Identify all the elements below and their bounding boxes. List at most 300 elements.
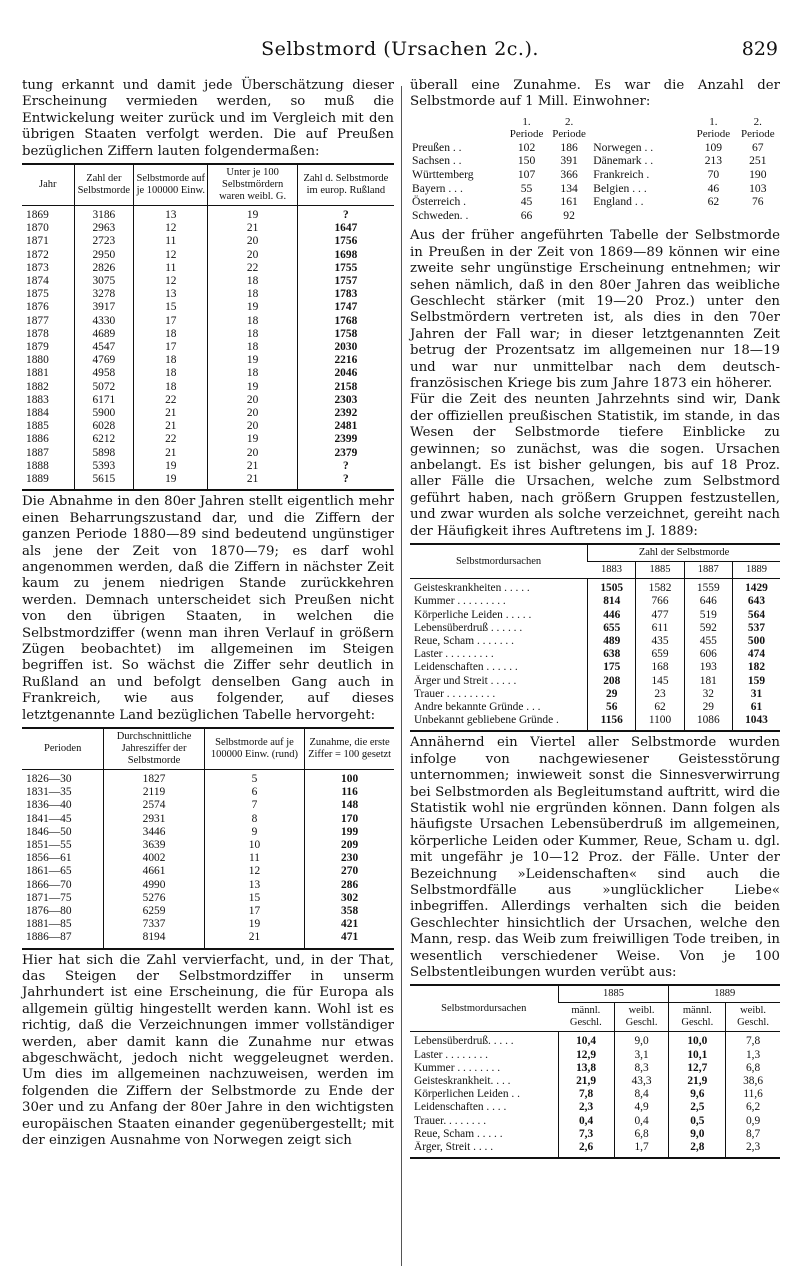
cell-value: 638 <box>588 648 636 661</box>
col-header: Selbstmorde auf je 100000 Einw. <box>134 164 208 206</box>
cell-value: 1647 <box>297 222 394 235</box>
cell-value: 22 <box>134 394 208 407</box>
row-label: Laster . . . . . . . . <box>414 1048 489 1061</box>
cell-value: 1100 <box>636 714 684 731</box>
cell-value: 477 <box>636 609 684 622</box>
cell-value: 1,7 <box>614 1141 669 1158</box>
cell-value: 13 <box>134 288 208 301</box>
col-header: 2. Periode <box>740 115 775 140</box>
cell-value: 6028 <box>74 420 134 433</box>
cell-value: 4958 <box>74 367 134 380</box>
cell-value: 3186 <box>74 206 134 223</box>
table-row <box>22 288 394 301</box>
cell-value: 1755 <box>297 262 394 275</box>
row-label: Leidenschaften . . . . . . <box>414 661 518 674</box>
cell-value: 655 <box>588 622 636 635</box>
cell-value: 6,8 <box>726 1062 780 1075</box>
col-header: Selbstmordursachen <box>410 985 558 1032</box>
cell-value: 286 <box>305 879 394 892</box>
cell-value: 4547 <box>74 341 134 354</box>
table-row <box>410 1128 780 1141</box>
cell-value: 21 <box>204 931 304 948</box>
country-value: 55 <box>520 181 533 195</box>
row-label: Geisteskrankheit. . . . <box>414 1075 511 1088</box>
left-paragraph-2: Die Abnahme in den 80er Jahren stellt eigentlich mehr einen Beharrungszustand dar, und die Ziffern der ganzen Periode 1880—89 sind bedeutend ungünstiger als jene der Zeit von 1870—79; es darf wohl angenommen werden, daß die Ziffern in nächster Zeit kaum zu jenem niedrigen Stande zurückkehren werden. Demnach unterscheidet sich Preußen nicht von den übrigen Staaten, in welchen die Selbstmordziffer (wenn man ihren Verlauf in größern Zügen beobachtet) im allgemeinen im Steigen begriffen ist. So wächst die Ziffer sehr deutlich in Rußland an und befolgt denselben Gang auch in Frankreich, wie aus folgender, auf dieses letztgenannte Land bezüglichen Tabelle hervorgeht: <box>22 494 394 723</box>
group-header: Zahl der Selbstmorde <box>588 544 780 562</box>
row-label: 1881 <box>26 367 49 380</box>
cell-value: 20 <box>208 447 297 460</box>
cell-value: 19 <box>134 460 208 473</box>
table-row <box>22 275 394 288</box>
cell-value: 182 <box>732 661 780 674</box>
cell-value: 606 <box>684 648 732 661</box>
cell-value: 1757 <box>297 275 394 288</box>
country-name: Preußen . . <box>412 140 462 154</box>
cell-value: 19 <box>208 206 297 223</box>
cell-value: 1827 <box>104 769 204 786</box>
table-row <box>22 433 394 446</box>
cell-value: 31 <box>732 688 780 701</box>
table-row <box>22 394 394 407</box>
row-label: 1836—40 <box>26 799 72 812</box>
row-label: Laster . . . . . . . . . <box>414 648 494 661</box>
cell-value: 6,2 <box>726 1101 780 1114</box>
cell-value: 519 <box>684 609 732 622</box>
cell-value: 18 <box>208 288 297 301</box>
cell-value: 17 <box>204 905 304 918</box>
cell-value: 1,3 <box>726 1049 780 1062</box>
cell-value: 474 <box>732 648 780 661</box>
year-header: 1887 <box>684 562 732 579</box>
cell-value: 9 <box>204 826 304 839</box>
running-title: Selbstmord (Ursachen 2c.). <box>261 38 539 60</box>
table-row <box>410 1062 780 1075</box>
sub-header: weibl. Geschl. <box>614 1003 669 1032</box>
left-paragraph-1: tung erkannt und damit jede Überschätzung dieser Erscheinung vermieden werden, so muß die Entwickelung weiter zurück und im Vergleich mit den übrigen Staaten verfolgt werden. Die auf Preußen bezüglichen Ziffern lauten folgendermaßen: <box>22 78 394 159</box>
row-label: 1878 <box>26 327 49 340</box>
cell-value: 537 <box>732 622 780 635</box>
cell-value: 20 <box>208 235 297 248</box>
country-name: Belgien . . . <box>593 181 647 195</box>
table-row <box>22 473 394 490</box>
cell-value: 20 <box>208 249 297 262</box>
page-number: 829 <box>741 38 778 60</box>
cell-value: 5615 <box>74 473 134 490</box>
row-label: 1884 <box>26 407 49 420</box>
cell-value: 302 <box>305 892 394 905</box>
cell-value: ? <box>297 473 394 490</box>
table-row <box>22 865 394 878</box>
cell-value: 4661 <box>104 865 204 878</box>
table-row <box>410 1115 780 1128</box>
cell-value: 12 <box>134 275 208 288</box>
row-label: Körperliche Leiden . . . . . <box>414 608 532 621</box>
cell-value: 29 <box>588 688 636 701</box>
table-row <box>410 168 780 182</box>
cell-value: 0,9 <box>726 1115 780 1128</box>
cell-value: ? <box>297 460 394 473</box>
cell-value: 4,9 <box>614 1101 669 1114</box>
cell-value: 11 <box>134 235 208 248</box>
table-row <box>22 407 394 420</box>
country-value: 150 <box>517 154 536 168</box>
cell-value: 18 <box>208 341 297 354</box>
row-label: 1870 <box>26 222 49 235</box>
country-name: Schweden. . <box>412 208 469 222</box>
cell-value: 9,6 <box>669 1088 726 1101</box>
cell-value: 13,8 <box>558 1062 614 1075</box>
table-row <box>22 354 394 367</box>
table-row <box>410 661 780 674</box>
cell-value: 4002 <box>104 852 204 865</box>
table-row <box>22 222 394 235</box>
cell-value: 10,4 <box>558 1032 614 1049</box>
cell-value: 175 <box>588 661 636 674</box>
cell-value: 18 <box>134 328 208 341</box>
cell-value: 8,3 <box>614 1062 669 1075</box>
row-label: Trauer . . . . . . . . . <box>414 687 496 700</box>
table-row <box>22 918 394 931</box>
country-name: Dänemark . . <box>593 154 654 168</box>
cell-value: 43,3 <box>614 1075 669 1088</box>
cell-value: 4330 <box>74 315 134 328</box>
table-row <box>410 1141 780 1158</box>
row-label: 1877 <box>26 314 49 327</box>
cell-value: 2931 <box>104 813 204 826</box>
cell-value: 168 <box>636 661 684 674</box>
cell-value: 61 <box>732 701 780 714</box>
cell-value: 5900 <box>74 407 134 420</box>
cell-value: 17 <box>134 341 208 354</box>
cell-value: 1747 <box>297 301 394 314</box>
cell-value: 10,1 <box>669 1049 726 1062</box>
cell-value: 1768 <box>297 315 394 328</box>
cell-value: 5393 <box>74 460 134 473</box>
table-row <box>22 786 394 799</box>
row-label: 1887 <box>26 446 49 459</box>
cell-value: 18 <box>208 367 297 380</box>
cell-value: 7,8 <box>558 1088 614 1101</box>
cell-value: 6,8 <box>614 1128 669 1141</box>
row-label: Geisteskrankheiten . . . . . <box>414 582 530 595</box>
cell-value: 2379 <box>297 447 394 460</box>
country-name: Württemberg <box>412 168 474 181</box>
cell-value: 18 <box>134 354 208 367</box>
col-header: Selbstmorde auf je 100000 Einw. (rund) <box>204 728 304 770</box>
row-label: Leidenschaften . . . . <box>414 1101 507 1114</box>
row-label: Kummer . . . . . . . . . <box>414 595 506 608</box>
cell-value: 4689 <box>74 328 134 341</box>
row-label: Reue, Scham . . . . . <box>414 1127 503 1140</box>
row-label: Kummer . . . . . . . . <box>414 1061 501 1074</box>
cell-value: 1156 <box>588 714 636 731</box>
table-row <box>410 688 780 701</box>
cell-value: 358 <box>305 905 394 918</box>
cell-value: 3075 <box>74 275 134 288</box>
cell-value: 20 <box>208 407 297 420</box>
row-label: 1871 <box>26 235 49 248</box>
table-row <box>22 852 394 865</box>
table-row <box>22 826 394 839</box>
cell-value: 100 <box>305 769 394 786</box>
cell-value: 2,3 <box>726 1141 780 1158</box>
cell-value: 159 <box>732 675 780 688</box>
row-label: 1856—61 <box>26 852 72 865</box>
cell-value: 209 <box>305 839 394 852</box>
row-label: 1881—85 <box>26 918 72 931</box>
countries-table <box>410 115 780 223</box>
cell-value: 10 <box>204 839 304 852</box>
country-value: 102 <box>517 140 536 154</box>
row-label: 1883 <box>26 393 49 406</box>
country-name <box>591 209 691 223</box>
cell-value: 4990 <box>104 879 204 892</box>
cell-value: 2950 <box>74 249 134 262</box>
country-value: 76 <box>751 195 764 209</box>
cell-value: 2826 <box>74 262 134 275</box>
country-value: 391 <box>560 154 578 168</box>
cell-value: 8194 <box>104 931 204 948</box>
country-name: Sachsen . . <box>412 154 462 168</box>
row-label: 1882 <box>26 380 49 393</box>
cell-value: 7337 <box>104 918 204 931</box>
cell-value: 1086 <box>684 714 732 731</box>
cell-value: 199 <box>305 826 394 839</box>
sub-header: männl. Geschl. <box>558 1003 614 1032</box>
cell-value: 38,6 <box>726 1075 780 1088</box>
country-value: 66 <box>520 208 533 222</box>
country-name: Norwegen . . <box>593 140 654 154</box>
cell-value: 7,3 <box>558 1128 614 1141</box>
table-row <box>22 341 394 354</box>
cell-value: 2963 <box>74 222 134 235</box>
cell-value: 659 <box>636 648 684 661</box>
col-header: Durchschnittliche Jahresziffer der Selbstmorde <box>104 728 204 770</box>
table-row <box>410 1075 780 1088</box>
year-header: 1885 <box>636 562 684 579</box>
table-row <box>22 262 394 275</box>
prussia-suicide-table <box>22 163 394 491</box>
row-label: 1866—70 <box>26 878 72 891</box>
cell-value: 18 <box>134 381 208 394</box>
cell-value: 1758 <box>297 328 394 341</box>
cell-value: 12 <box>134 222 208 235</box>
row-label: Ärger, Streit . . . . <box>414 1141 494 1154</box>
cell-value: 270 <box>305 865 394 878</box>
cell-value: 2030 <box>297 341 394 354</box>
cell-value: 2723 <box>74 235 134 248</box>
row-label: 1885 <box>26 420 49 433</box>
table-row <box>22 301 394 314</box>
cell-value: 1582 <box>636 579 684 596</box>
cell-value: 2303 <box>297 394 394 407</box>
row-label: 1888 <box>26 459 49 472</box>
country-value: 213 <box>704 154 723 168</box>
cell-value: 11 <box>204 852 304 865</box>
table-row <box>22 799 394 812</box>
year-header: 1889 <box>669 985 780 1003</box>
cell-value: 7 <box>204 799 304 812</box>
year-header: 1883 <box>588 562 636 579</box>
row-label: 1872 <box>26 248 49 261</box>
cell-value: 22 <box>134 433 208 446</box>
cell-value: 1756 <box>297 235 394 248</box>
cell-value: 21 <box>134 407 208 420</box>
col-header: Selbstmordursachen <box>410 544 588 579</box>
col-header: 1. Periode <box>696 115 731 140</box>
cell-value: 3278 <box>74 288 134 301</box>
cell-value: 766 <box>636 595 684 608</box>
cell-value: 19 <box>204 918 304 931</box>
cell-value: 15 <box>134 301 208 314</box>
row-label: Unbekannt gebliebene Gründe . <box>414 714 559 727</box>
table-row <box>410 1032 780 1049</box>
table-row <box>22 460 394 473</box>
cell-value: 8 <box>204 813 304 826</box>
column-divider <box>401 86 402 1266</box>
cell-value: 21 <box>208 473 297 490</box>
cell-value: 1429 <box>732 579 780 596</box>
row-label: 1876 <box>26 301 49 314</box>
table-row <box>410 714 780 731</box>
table-row <box>410 209 780 223</box>
country-value: 161 <box>560 195 578 209</box>
cell-value: 6259 <box>104 905 204 918</box>
year-header: 1885 <box>558 985 669 1003</box>
row-label: Lebensüberdruß. . . . . <box>414 1035 514 1048</box>
cell-value: 2392 <box>297 407 394 420</box>
country-name: Bayern . . . <box>412 181 463 195</box>
france-suicide-table <box>22 727 394 950</box>
country-value: 251 <box>749 154 767 168</box>
right-paragraph-3: Für die Zeit des neunten Jahrzehnts sind wir, Dank der offiziellen preußischen Statistik, im stande, in das Wesen der Selbstmorde tiefere Einblicke zu gewinnen; so zunächst, was die sogen. Ursachen anbelangt. Es ist bisher gelungen, bis auf 18 Proz. aller Fälle die Ursachen, welche zum Selbstmord geführt haben, nach größern Gruppen festzustellen, und zwar wurden als solche verzeichnet, gereiht nach der Häufigkeit ihres Auftretens im J. 1889: <box>410 392 780 539</box>
cell-value: 2399 <box>297 433 394 446</box>
country-value: 45 <box>520 195 533 209</box>
cell-value: 2,8 <box>669 1141 726 1158</box>
table-row <box>22 249 394 262</box>
cell-value: 2,6 <box>558 1141 614 1158</box>
cell-value: 1559 <box>684 579 732 596</box>
table-row <box>410 648 780 661</box>
row-label: 1886—87 <box>26 931 72 944</box>
cell-value: 193 <box>684 661 732 674</box>
cell-value: 18 <box>208 315 297 328</box>
col-header: Zunahme, die erste Ziffer = 100 gesetzt <box>305 728 394 770</box>
row-label: 1889 <box>26 473 49 486</box>
cell-value: 5898 <box>74 447 134 460</box>
cell-value: 18 <box>134 367 208 380</box>
table-row <box>410 675 780 688</box>
cell-value: 12,7 <box>669 1062 726 1075</box>
cell-value: 2574 <box>104 799 204 812</box>
table-row <box>410 195 780 209</box>
row-label: 1869 <box>26 209 49 222</box>
cell-value: 29 <box>684 701 732 714</box>
cell-value: 148 <box>305 799 394 812</box>
cell-value: 19 <box>208 381 297 394</box>
country-value: 62 <box>707 195 720 209</box>
right-paragraph-4: Annähernd ein Viertel aller Selbstmorde wurden infolge von nachgewiesener Geistesstörung unternommen; inwieweit sonst die Sinnesverwirrung bei Selbstmorden als Begleitumstand auftritt, wird die Statistik wohl nie ergründen können. Dann folgen als häufigste Ursachen Lebensüberdruß im allgemeinen, körperliche Leiden oder Kummer, Reue, Scham u. dgl. mit ungefähr je 10—12 Proz. der Fälle. Unter der Bezeichnung »Leidenschaften« sind auch die Selbstmordfälle aus »unglücklicher Liebe« inbegriffen. Allerdings verhalten sich die beiden Geschlechter hinsichtlich der Ursachen, welche den Mann, resp. das Weib zum freiwilligen Tode treiben, in wesentlich verschiedener Weise. Von je 100 Selbstentleibungen wurden verübt aus: <box>410 735 780 981</box>
row-label: 1861—65 <box>26 865 72 878</box>
cell-value: 19 <box>208 354 297 367</box>
table-row <box>22 235 394 248</box>
cell-value: 10,0 <box>669 1032 726 1049</box>
country-value: 186 <box>560 140 578 154</box>
col-header: Perioden <box>22 728 104 770</box>
cell-value: 8,7 <box>726 1128 780 1141</box>
cell-value: 564 <box>732 609 780 622</box>
country-name: Österreich . <box>412 195 467 209</box>
cell-value: 6212 <box>74 433 134 446</box>
table-row <box>410 154 780 168</box>
cell-value: 446 <box>588 609 636 622</box>
country-value: 366 <box>560 168 578 181</box>
cell-value: 13 <box>134 206 208 223</box>
cell-value: 0,4 <box>558 1115 614 1128</box>
country-value <box>691 209 735 223</box>
cell-value: 421 <box>305 918 394 931</box>
cell-value: 2481 <box>297 420 394 433</box>
left-column <box>22 78 394 1150</box>
cell-value: 5072 <box>74 381 134 394</box>
table-row <box>410 141 780 155</box>
cell-value: 2,3 <box>558 1101 614 1114</box>
table-row <box>22 315 394 328</box>
country-value: 92 <box>563 208 575 222</box>
country-name: England . . <box>593 195 644 209</box>
page-header <box>0 30 800 66</box>
cell-value: 116 <box>305 786 394 799</box>
table-row <box>22 447 394 460</box>
cell-value: 7,8 <box>726 1032 780 1049</box>
table-row <box>410 182 780 196</box>
cell-value: 22 <box>208 262 297 275</box>
row-label: 1886 <box>26 433 49 446</box>
cell-value: 1505 <box>588 579 636 596</box>
country-value: 134 <box>560 181 578 195</box>
table-row <box>22 328 394 341</box>
cell-value: 21 <box>134 447 208 460</box>
cell-value: 489 <box>588 635 636 648</box>
cell-value: 3,1 <box>614 1049 669 1062</box>
row-label: 1851—55 <box>26 839 72 851</box>
cell-value: 5276 <box>104 892 204 905</box>
cell-value: 5 <box>204 769 304 786</box>
table-row <box>22 420 394 433</box>
cell-value: 6 <box>204 786 304 799</box>
row-label: Lebensüberdruß . . . . . . <box>414 621 523 634</box>
cell-value: 3639 <box>104 839 204 852</box>
table-row <box>410 1049 780 1062</box>
table-row <box>22 367 394 380</box>
country-value <box>736 209 780 223</box>
row-label: 1831—35 <box>26 786 72 799</box>
col-header: 2. Periode <box>552 115 586 140</box>
cell-value: ? <box>297 206 394 223</box>
cell-value: 13 <box>204 879 304 892</box>
cell-value: 23 <box>636 688 684 701</box>
cell-value: 56 <box>588 701 636 714</box>
table-row <box>22 813 394 826</box>
table-row <box>410 1088 780 1101</box>
row-label: 1879 <box>26 341 49 354</box>
table-row <box>22 892 394 905</box>
cell-value: 230 <box>305 852 394 865</box>
cell-value: 2046 <box>297 367 394 380</box>
cell-value: 18 <box>208 275 297 288</box>
cell-value: 170 <box>305 813 394 826</box>
col-header: Zahl d. Selbstmorde im europ. Rußland <box>297 164 394 206</box>
